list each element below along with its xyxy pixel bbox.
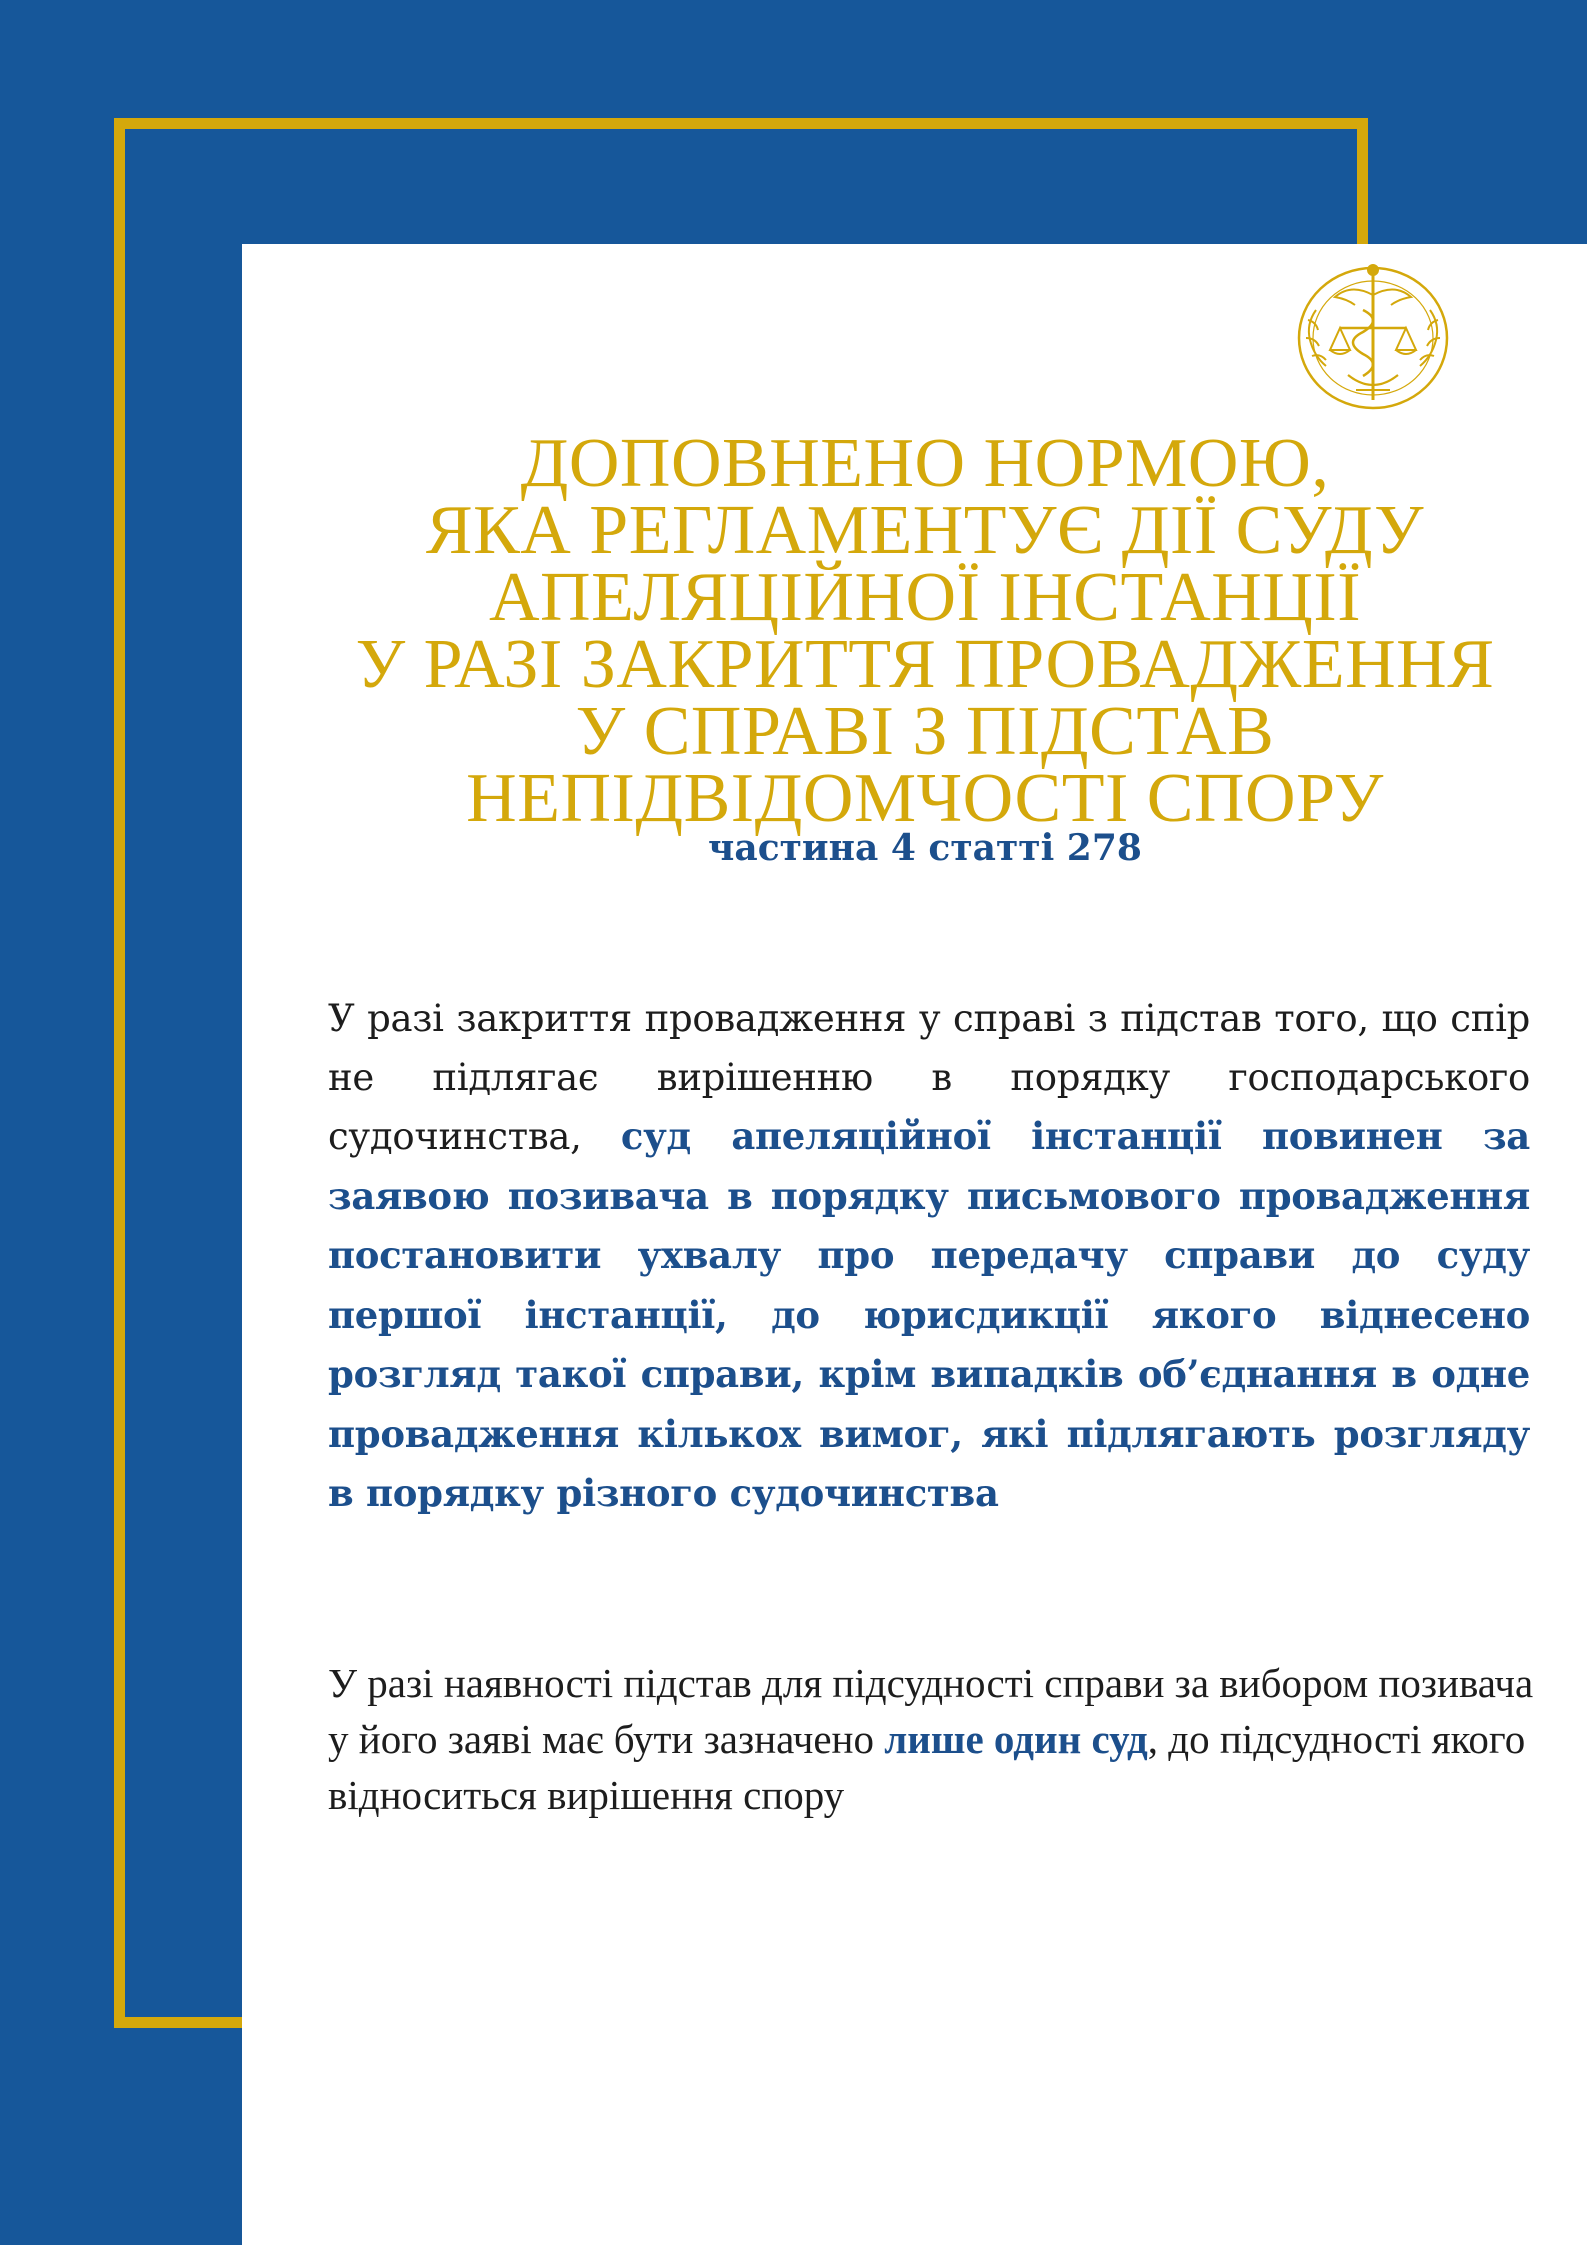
- paragraph1-highlight: суд апеляційної інстанції повинен за заявою позивача в порядку письмового провадження постановити ухвалу про передачу справи до суду першої інстанції, до юрисдикції якого віднесено розгляд такої справи, крім випадків об’єднання в одне провадження кількох вимог, які підлягають розгляду в порядку різного судочинства: [328, 1114, 1530, 1515]
- title-line-2: ЯКА РЕГЛАМЕНТУЄ ДІЇ СУДУ: [425, 492, 1425, 569]
- title-line-6: НЕПІДВІДОМЧОСТІ СПОРУ: [466, 760, 1384, 837]
- title-line-3: АПЕЛЯЦІЙНОЇ ІНСТАНЦІЇ: [488, 559, 1362, 636]
- article-reference: частина 4 статті 278: [708, 827, 1142, 869]
- paragraph-closing-proceedings: [328, 990, 1530, 1524]
- title-line-1: ДОПОВНЕНО НОРМОЮ,: [520, 425, 1330, 502]
- paragraph1-text: У разі закриття провадження у справі з підстав того, що спір не підлягає вирішенню в порядку господарського судочинства,: [328, 997, 1530, 1158]
- title-line-5: У СПРАВІ З ПІДСТАВ: [575, 693, 1275, 770]
- paragraph2-highlight: лише один суд: [884, 1716, 1148, 1762]
- paragraph2-text-before: У разі наявності підстав для підсудності справи за вибором позивача у його заяві має бути зазначено: [328, 1660, 1534, 1762]
- court-emblem-icon: [1278, 250, 1468, 420]
- page-title: [300, 425, 1550, 837]
- paragraph-jurisdiction-choice: [328, 1655, 1540, 1823]
- paragraph2-text-after: , до підсудності якого відноситься вирішення спору: [328, 1716, 1526, 1818]
- title-line-4: У РАЗІ ЗАКРИТТЯ ПРОВАДЖЕННЯ: [355, 626, 1495, 703]
